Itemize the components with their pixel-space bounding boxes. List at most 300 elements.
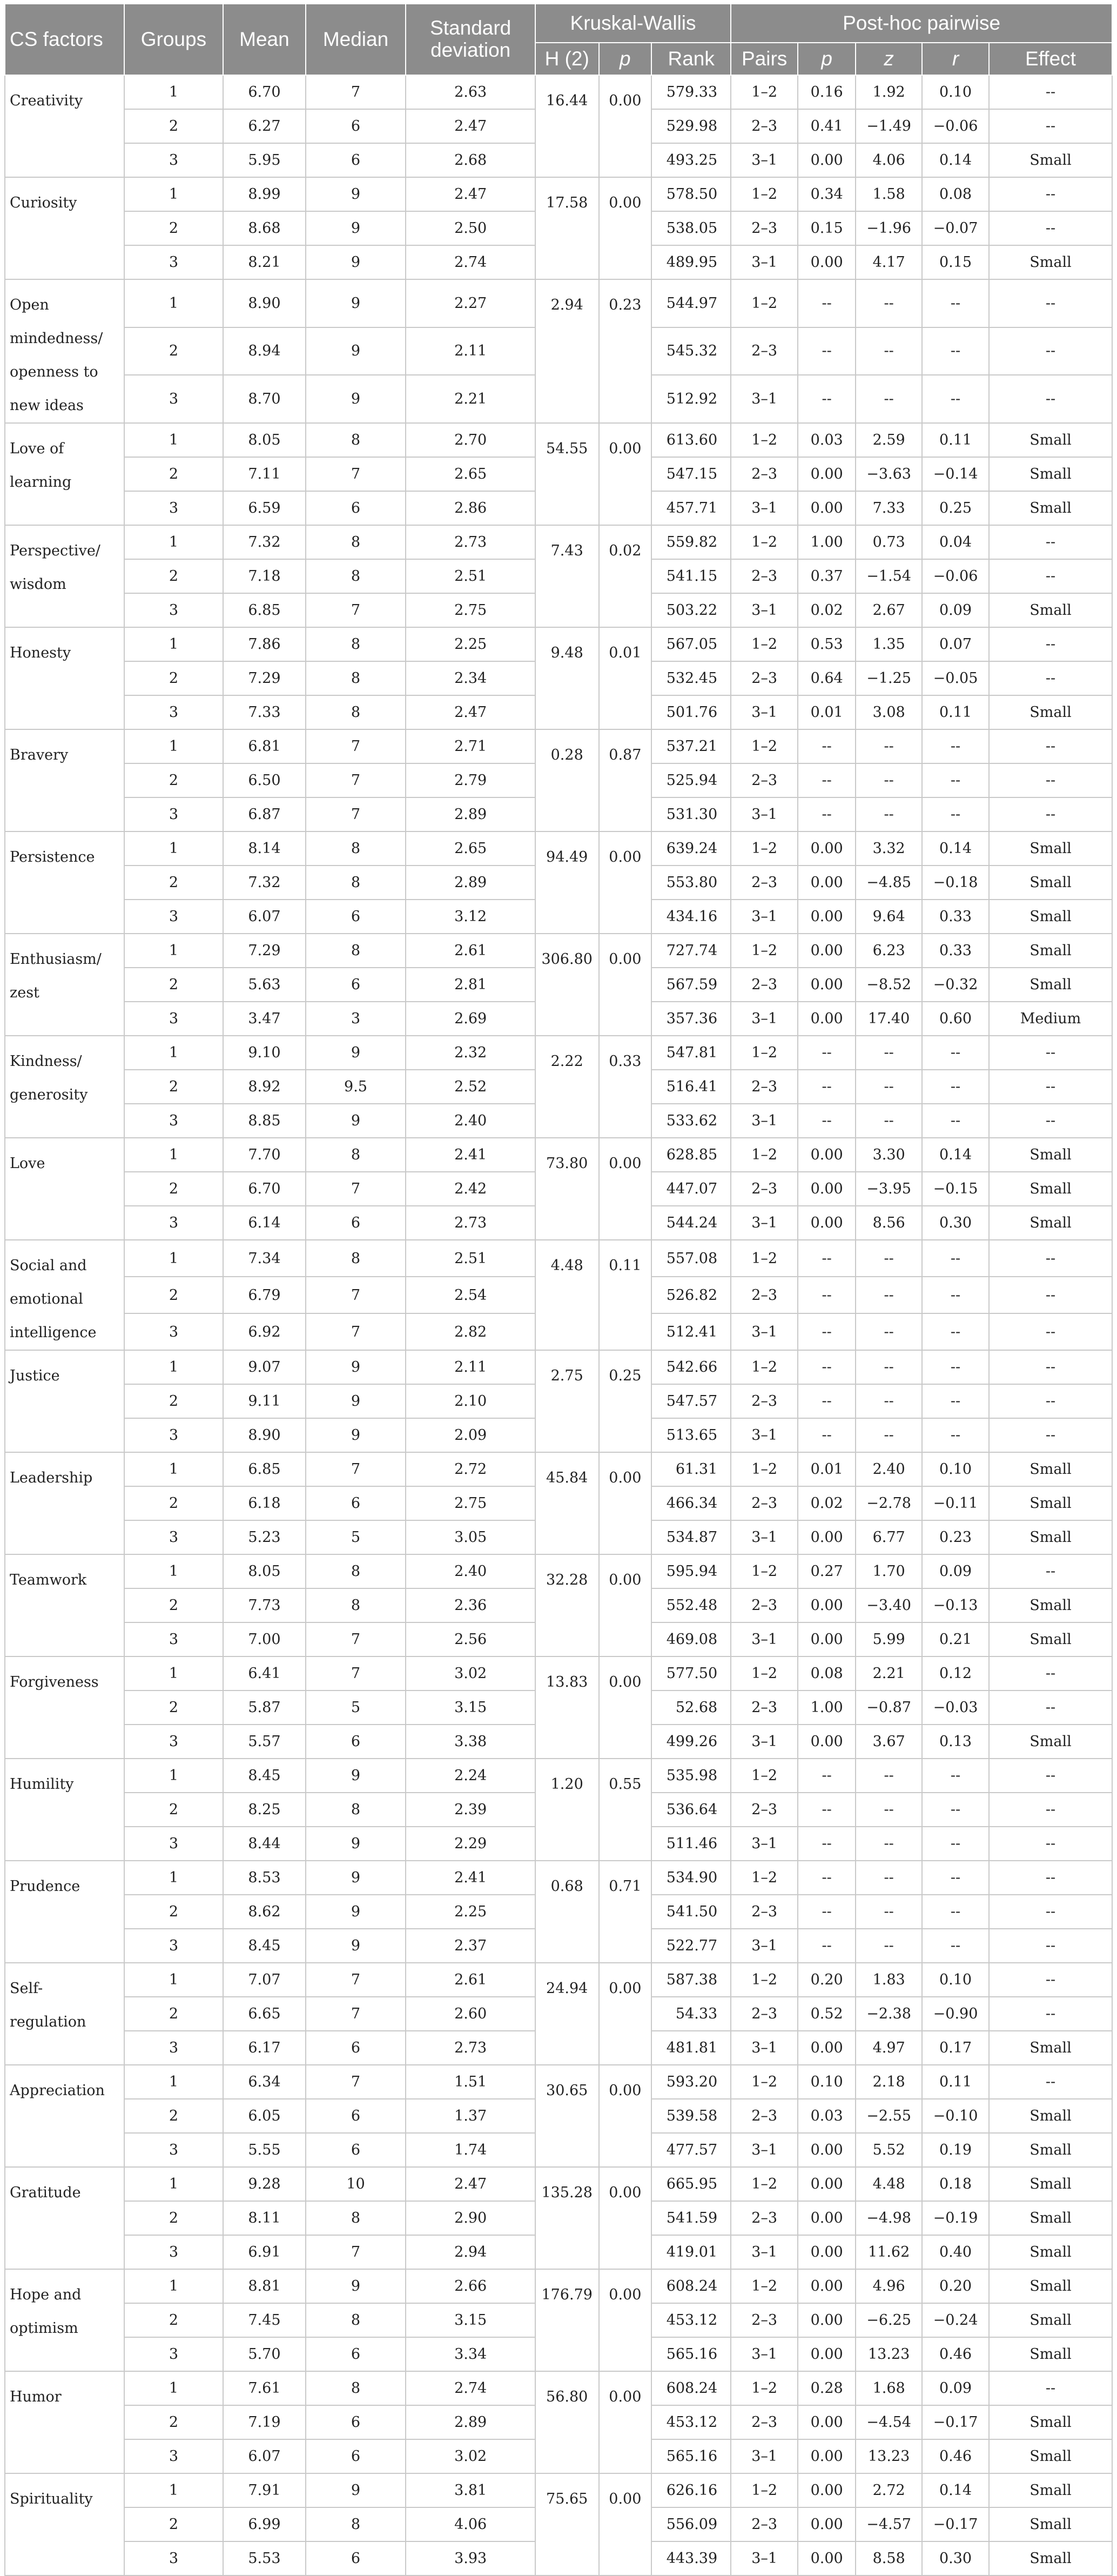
mean-cell: 3.47 <box>223 1002 305 1036</box>
sd-cell: 2.25 <box>406 627 535 661</box>
median-cell: 10 <box>306 2167 406 2201</box>
group-cell: 2 <box>124 2099 224 2133</box>
r-cell: -- <box>922 1350 989 1384</box>
rank-cell: 565.16 <box>651 2337 731 2371</box>
rank-cell: 577.50 <box>651 1656 731 1691</box>
header-rank: Rank <box>651 43 731 75</box>
posthoc-p-cell: 0.00 <box>798 245 856 279</box>
group-cell: 3 <box>124 593 224 627</box>
pair-cell: 2–3 <box>731 2201 798 2235</box>
group-cell: 3 <box>124 375 224 423</box>
mean-cell: 7.70 <box>223 1138 305 1172</box>
effect-cell: Small <box>989 2337 1112 2371</box>
posthoc-p-cell: -- <box>798 1277 856 1313</box>
cs-factor-name: Humility <box>5 1759 124 1861</box>
posthoc-p-cell: 0.00 <box>798 934 856 968</box>
table-row <box>5 627 1112 661</box>
r-cell: -- <box>922 1277 989 1313</box>
sd-cell: 2.09 <box>406 1418 535 1452</box>
effect-cell: -- <box>989 177 1112 211</box>
rank-cell: 544.24 <box>651 1206 731 1240</box>
sd-cell: 2.51 <box>406 1240 535 1277</box>
rank-cell: 545.32 <box>651 327 731 375</box>
median-cell: 8 <box>306 831 406 866</box>
cs-factor-name: Love of learning <box>5 423 124 525</box>
r-cell: −0.13 <box>922 1588 989 1622</box>
sd-cell: 2.73 <box>406 525 535 559</box>
z-cell: −4.85 <box>856 866 922 900</box>
sd-cell: 2.94 <box>406 2235 535 2269</box>
median-cell: 7 <box>306 593 406 627</box>
z-cell: -- <box>856 797 922 831</box>
mean-cell: 8.85 <box>223 1104 305 1138</box>
median-cell: 9.5 <box>306 1070 406 1104</box>
rank-cell: 547.57 <box>651 1384 731 1418</box>
effect-cell: -- <box>989 1963 1112 1997</box>
effect-cell: Small <box>989 2269 1112 2303</box>
table-row <box>5 729 1112 763</box>
group-cell: 1 <box>124 1759 224 1793</box>
z-cell: 0.73 <box>856 525 922 559</box>
pair-cell: 1–2 <box>731 1861 798 1895</box>
cs-factor-name: Love <box>5 1138 124 1240</box>
median-cell: 8 <box>306 423 406 457</box>
rank-cell: 547.15 <box>651 457 731 491</box>
header-kruskal-wallis: Kruskal-Wallis <box>535 4 731 43</box>
sd-cell: 2.81 <box>406 968 535 1002</box>
mean-cell: 5.53 <box>223 2541 305 2575</box>
r-cell: 0.11 <box>922 2065 989 2099</box>
pair-cell: 2–3 <box>731 1277 798 1313</box>
posthoc-p-cell: 0.03 <box>798 2099 856 2133</box>
kw-h-cell: 2.94 <box>535 279 599 423</box>
pair-cell: 1–2 <box>731 2065 798 2099</box>
mean-cell: 8.99 <box>223 177 305 211</box>
group-cell: 1 <box>124 1138 224 1172</box>
mean-cell: 6.14 <box>223 1206 305 1240</box>
group-cell: 1 <box>124 423 224 457</box>
group-cell: 1 <box>124 1656 224 1691</box>
z-cell: 3.30 <box>856 1138 922 1172</box>
effect-cell: -- <box>989 327 1112 375</box>
mean-cell: 7.07 <box>223 1963 305 1997</box>
posthoc-p-cell: 0.00 <box>798 831 856 866</box>
posthoc-p-cell: -- <box>798 327 856 375</box>
mean-cell: 6.85 <box>223 1452 305 1486</box>
mean-cell: 7.45 <box>223 2303 305 2337</box>
kw-p-cell: 0.00 <box>599 2269 652 2371</box>
pair-cell: 3–1 <box>731 1725 798 1759</box>
header-effect: Effect <box>989 43 1112 75</box>
rank-cell: 608.24 <box>651 2269 731 2303</box>
posthoc-p-cell: 0.03 <box>798 423 856 457</box>
posthoc-p-cell: 0.00 <box>798 2269 856 2303</box>
sd-cell: 3.38 <box>406 1725 535 1759</box>
z-cell: 1.83 <box>856 1963 922 1997</box>
table-body <box>5 75 1112 2575</box>
median-cell: 9 <box>306 1759 406 1793</box>
pair-cell: 2–3 <box>731 109 798 143</box>
effect-cell: Small <box>989 1172 1112 1206</box>
z-cell: 13.23 <box>856 2439 922 2473</box>
z-cell: 7.33 <box>856 491 922 525</box>
rank-cell: 503.22 <box>651 593 731 627</box>
group-cell: 2 <box>124 1588 224 1622</box>
kw-h-cell: 306.80 <box>535 934 599 1036</box>
rank-cell: 539.58 <box>651 2099 731 2133</box>
mean-cell: 8.11 <box>223 2201 305 2235</box>
pair-cell: 1–2 <box>731 2269 798 2303</box>
pair-cell: 3–1 <box>731 1418 798 1452</box>
posthoc-p-cell: 0.01 <box>798 695 856 729</box>
median-cell: 8 <box>306 1240 406 1277</box>
mean-cell: 8.92 <box>223 1070 305 1104</box>
z-cell: 5.52 <box>856 2133 922 2167</box>
r-cell: 0.46 <box>922 2439 989 2473</box>
effect-cell: Small <box>989 2439 1112 2473</box>
sd-cell: 2.50 <box>406 211 535 245</box>
cs-factor-name: Forgiveness <box>5 1656 124 1759</box>
r-cell: 0.46 <box>922 2337 989 2371</box>
median-cell: 9 <box>306 1895 406 1929</box>
median-cell: 7 <box>306 797 406 831</box>
table-row <box>5 934 1112 968</box>
r-cell: −0.18 <box>922 866 989 900</box>
pair-cell: 1–2 <box>731 2371 798 2405</box>
rank-cell: 481.81 <box>651 2031 731 2065</box>
cs-factor-name: Open mindedness/ openness to new ideas <box>5 279 124 423</box>
posthoc-p-cell: 0.00 <box>798 1725 856 1759</box>
posthoc-p-cell: 0.00 <box>798 2405 856 2439</box>
z-cell: -- <box>856 1827 922 1861</box>
effect-cell: Medium <box>989 1002 1112 1036</box>
posthoc-p-cell: 1.00 <box>798 1691 856 1725</box>
mean-cell: 7.73 <box>223 1588 305 1622</box>
mean-cell: 7.32 <box>223 525 305 559</box>
r-cell: 0.10 <box>922 75 989 109</box>
cs-factor-name: Persistence <box>5 831 124 934</box>
group-cell: 2 <box>124 457 224 491</box>
z-cell: −0.87 <box>856 1691 922 1725</box>
group-cell: 2 <box>124 968 224 1002</box>
group-cell: 3 <box>124 1827 224 1861</box>
pair-cell: 1–2 <box>731 729 798 763</box>
sd-cell: 2.56 <box>406 1622 535 1656</box>
pair-cell: 3–1 <box>731 1520 798 1554</box>
table-row <box>5 2065 1112 2099</box>
effect-cell: Small <box>989 423 1112 457</box>
effect-cell: -- <box>989 1554 1112 1588</box>
posthoc-p-cell: 0.00 <box>798 2337 856 2371</box>
z-cell: -- <box>856 1240 922 1277</box>
header-pairs: Pairs <box>731 43 798 75</box>
rank-cell: 593.20 <box>651 2065 731 2099</box>
z-cell: 4.06 <box>856 143 922 177</box>
median-cell: 7 <box>306 1452 406 1486</box>
posthoc-p-cell: 1.00 <box>798 525 856 559</box>
mean-cell: 6.65 <box>223 1997 305 2031</box>
kw-p-cell: 0.23 <box>599 279 652 423</box>
effect-cell: -- <box>989 1997 1112 2031</box>
z-cell: 6.23 <box>856 934 922 968</box>
rank-cell: 553.80 <box>651 866 731 900</box>
mean-cell: 6.34 <box>223 2065 305 2099</box>
median-cell: 8 <box>306 2371 406 2405</box>
mean-cell: 8.94 <box>223 327 305 375</box>
effect-cell: Small <box>989 2303 1112 2337</box>
z-cell: -- <box>856 1384 922 1418</box>
rank-cell: 453.12 <box>651 2405 731 2439</box>
kw-h-cell: 9.48 <box>535 627 599 729</box>
r-cell: 0.14 <box>922 2473 989 2507</box>
header-posthoc-p: p <box>798 43 856 75</box>
rank-cell: 538.05 <box>651 211 731 245</box>
z-cell: -- <box>856 327 922 375</box>
median-cell: 8 <box>306 1588 406 1622</box>
z-cell: 1.70 <box>856 1554 922 1588</box>
median-cell: 9 <box>306 1350 406 1384</box>
effect-cell: -- <box>989 1350 1112 1384</box>
pair-cell: 3–1 <box>731 1622 798 1656</box>
pair-cell: 3–1 <box>731 2133 798 2167</box>
table-row <box>5 1036 1112 1070</box>
sd-cell: 3.02 <box>406 1656 535 1691</box>
effect-cell: Small <box>989 2133 1112 2167</box>
posthoc-p-cell: 0.00 <box>798 2541 856 2575</box>
pair-cell: 3–1 <box>731 1206 798 1240</box>
pair-cell: 2–3 <box>731 327 798 375</box>
pair-cell: 2–3 <box>731 2405 798 2439</box>
posthoc-p-cell: 0.00 <box>798 900 856 934</box>
rank-cell: 457.71 <box>651 491 731 525</box>
effect-cell: -- <box>989 75 1112 109</box>
mean-cell: 8.81 <box>223 2269 305 2303</box>
table-row <box>5 2473 1112 2507</box>
mean-cell: 5.63 <box>223 968 305 1002</box>
rank-cell: 533.62 <box>651 1104 731 1138</box>
sd-cell: 2.11 <box>406 1350 535 1384</box>
group-cell: 1 <box>124 1240 224 1277</box>
pair-cell: 3–1 <box>731 1929 798 1963</box>
r-cell: -- <box>922 1384 989 1418</box>
median-cell: 5 <box>306 1520 406 1554</box>
group-cell: 2 <box>124 1486 224 1520</box>
mean-cell: 8.14 <box>223 831 305 866</box>
kw-p-cell: 0.00 <box>599 2065 652 2167</box>
rank-cell: 727.74 <box>651 934 731 968</box>
mean-cell: 6.07 <box>223 900 305 934</box>
rank-cell: 567.59 <box>651 968 731 1002</box>
median-cell: 8 <box>306 559 406 593</box>
posthoc-p-cell: 0.08 <box>798 1656 856 1691</box>
group-cell: 3 <box>124 1002 224 1036</box>
effect-cell: Small <box>989 593 1112 627</box>
effect-cell: -- <box>989 1691 1112 1725</box>
kw-h-cell: 7.43 <box>535 525 599 627</box>
r-cell: -- <box>922 1895 989 1929</box>
pair-cell: 1–2 <box>731 1036 798 1070</box>
sd-cell: 2.34 <box>406 661 535 695</box>
posthoc-p-cell: 0.00 <box>798 1002 856 1036</box>
mean-cell: 6.91 <box>223 2235 305 2269</box>
effect-cell: Small <box>989 491 1112 525</box>
r-cell: 0.15 <box>922 245 989 279</box>
sd-cell: 2.61 <box>406 934 535 968</box>
posthoc-p-cell: -- <box>798 1036 856 1070</box>
posthoc-p-cell: -- <box>798 729 856 763</box>
effect-cell: Small <box>989 2099 1112 2133</box>
pair-cell: 2–3 <box>731 1691 798 1725</box>
sd-cell: 2.40 <box>406 1554 535 1588</box>
group-cell: 3 <box>124 2133 224 2167</box>
z-cell: −4.54 <box>856 2405 922 2439</box>
posthoc-p-cell: 0.01 <box>798 1452 856 1486</box>
kw-p-cell: 0.00 <box>599 2473 652 2575</box>
posthoc-p-cell: 0.00 <box>798 2507 856 2541</box>
mean-cell: 6.92 <box>223 1313 305 1350</box>
kw-p-cell: 0.01 <box>599 627 652 729</box>
posthoc-p-cell: 0.00 <box>798 1622 856 1656</box>
pair-cell: 3–1 <box>731 1104 798 1138</box>
sd-cell: 3.93 <box>406 2541 535 2575</box>
group-cell: 2 <box>124 2507 224 2541</box>
sd-cell: 3.15 <box>406 2303 535 2337</box>
r-cell: 0.21 <box>922 1622 989 1656</box>
posthoc-p-cell: 0.00 <box>798 457 856 491</box>
kw-h-cell: 16.44 <box>535 75 599 177</box>
r-cell: 0.04 <box>922 525 989 559</box>
rank-cell: 557.08 <box>651 1240 731 1277</box>
group-cell: 2 <box>124 1793 224 1827</box>
effect-cell: -- <box>989 279 1112 327</box>
posthoc-p-cell: 0.00 <box>798 866 856 900</box>
median-cell: 7 <box>306 1963 406 1997</box>
median-cell: 6 <box>306 1206 406 1240</box>
r-cell: −0.07 <box>922 211 989 245</box>
rank-cell: 453.12 <box>651 2303 731 2337</box>
rank-cell: 579.33 <box>651 75 731 109</box>
mean-cell: 8.44 <box>223 1827 305 1861</box>
median-cell: 7 <box>306 763 406 797</box>
median-cell: 9 <box>306 2269 406 2303</box>
group-cell: 2 <box>124 763 224 797</box>
median-cell: 6 <box>306 2337 406 2371</box>
mean-cell: 7.34 <box>223 1240 305 1277</box>
effect-cell: -- <box>989 525 1112 559</box>
rank-cell: 61.31 <box>651 1452 731 1486</box>
r-cell: 0.30 <box>922 1206 989 1240</box>
r-cell: -- <box>922 1313 989 1350</box>
sd-cell: 2.66 <box>406 2269 535 2303</box>
group-cell: 3 <box>124 1725 224 1759</box>
r-cell: 0.60 <box>922 1002 989 1036</box>
group-cell: 1 <box>124 2065 224 2099</box>
posthoc-p-cell: 0.41 <box>798 109 856 143</box>
kw-h-cell: 75.65 <box>535 2473 599 2575</box>
r-cell: 0.33 <box>922 934 989 968</box>
effect-cell: -- <box>989 661 1112 695</box>
z-cell: -- <box>856 1759 922 1793</box>
median-cell: 6 <box>306 109 406 143</box>
z-cell: −2.38 <box>856 1997 922 2031</box>
r-cell: 0.25 <box>922 491 989 525</box>
kw-p-cell: 0.00 <box>599 1554 652 1656</box>
rank-cell: 536.64 <box>651 1793 731 1827</box>
group-cell: 1 <box>124 2473 224 2507</box>
z-cell: -- <box>856 729 922 763</box>
r-cell: 0.10 <box>922 1963 989 1997</box>
rank-cell: 665.95 <box>651 2167 731 2201</box>
effect-cell: Small <box>989 1206 1112 1240</box>
sd-cell: 2.47 <box>406 177 535 211</box>
posthoc-p-cell: 0.16 <box>798 75 856 109</box>
mean-cell: 8.90 <box>223 1418 305 1452</box>
sd-cell: 2.41 <box>406 1861 535 1895</box>
z-cell: 4.96 <box>856 2269 922 2303</box>
effect-cell: -- <box>989 1070 1112 1104</box>
kw-p-cell: 0.33 <box>599 1036 652 1138</box>
r-cell: 0.13 <box>922 1725 989 1759</box>
sd-cell: 2.29 <box>406 1827 535 1861</box>
mean-cell: 6.18 <box>223 1486 305 1520</box>
r-cell: -- <box>922 797 989 831</box>
kw-h-cell: 17.58 <box>535 177 599 279</box>
group-cell: 1 <box>124 729 224 763</box>
z-cell: 2.67 <box>856 593 922 627</box>
posthoc-p-cell: 0.34 <box>798 177 856 211</box>
z-cell: −3.63 <box>856 457 922 491</box>
r-cell: −0.06 <box>922 559 989 593</box>
table-row <box>5 1656 1112 1691</box>
group-cell: 1 <box>124 279 224 327</box>
median-cell: 9 <box>306 1418 406 1452</box>
posthoc-p-cell: 0.15 <box>798 211 856 245</box>
mean-cell: 6.27 <box>223 109 305 143</box>
pair-cell: 1–2 <box>731 2167 798 2201</box>
median-cell: 8 <box>306 1138 406 1172</box>
effect-cell: Small <box>989 143 1112 177</box>
group-cell: 2 <box>124 2405 224 2439</box>
sd-cell: 2.39 <box>406 1793 535 1827</box>
pair-cell: 3–1 <box>731 2541 798 2575</box>
effect-cell: -- <box>989 211 1112 245</box>
table-row <box>5 1759 1112 1793</box>
mean-cell: 6.07 <box>223 2439 305 2473</box>
posthoc-p-cell: -- <box>798 763 856 797</box>
z-cell: 2.40 <box>856 1452 922 1486</box>
pair-cell: 3–1 <box>731 491 798 525</box>
sd-cell: 1.74 <box>406 2133 535 2167</box>
rank-cell: 419.01 <box>651 2235 731 2269</box>
z-cell: -- <box>856 279 922 327</box>
r-cell: -- <box>922 279 989 327</box>
rank-cell: 556.09 <box>651 2507 731 2541</box>
rank-cell: 565.16 <box>651 2439 731 2473</box>
r-cell: 0.11 <box>922 423 989 457</box>
rank-cell: 529.98 <box>651 109 731 143</box>
r-cell: −0.15 <box>922 1172 989 1206</box>
kw-h-cell: 56.80 <box>535 2371 599 2473</box>
effect-cell: Small <box>989 2507 1112 2541</box>
z-cell: 4.17 <box>856 245 922 279</box>
mean-cell: 6.41 <box>223 1656 305 1691</box>
median-cell: 8 <box>306 1793 406 1827</box>
effect-cell: -- <box>989 1827 1112 1861</box>
z-cell: −3.40 <box>856 1588 922 1622</box>
group-cell: 2 <box>124 211 224 245</box>
median-cell: 6 <box>306 968 406 1002</box>
group-cell: 2 <box>124 2303 224 2337</box>
